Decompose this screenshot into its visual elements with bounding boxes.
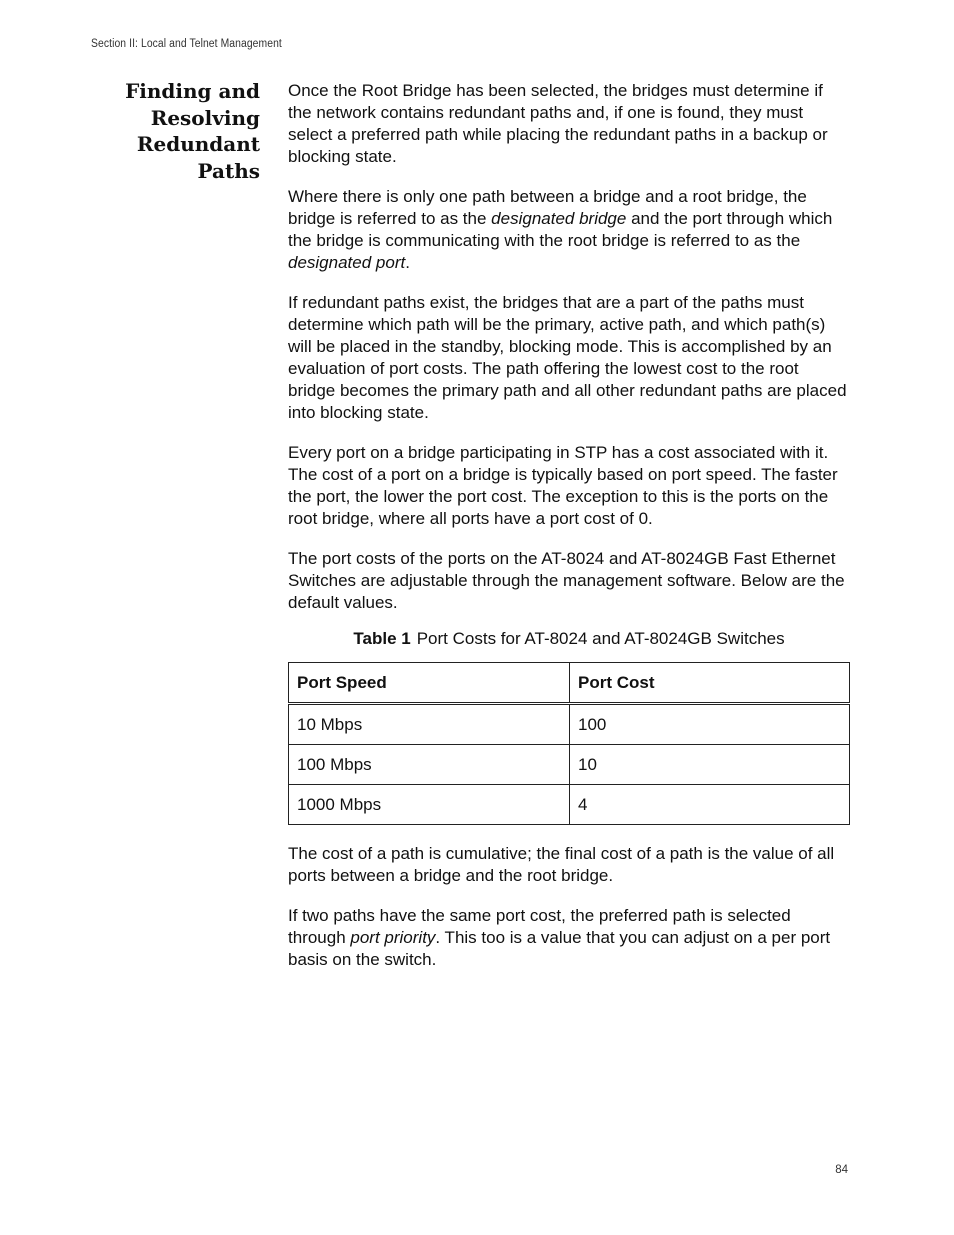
table-caption-text: Port Costs for AT-8024 and AT-8024GB Switches <box>416 629 785 648</box>
cell-port-speed: 10 Mbps <box>289 704 570 745</box>
table-row <box>289 745 850 785</box>
paragraph-cumulative-cost: The cost of a path is cumulative; the final cost of a path is the value of all ports between a bridge and the root bridge. <box>288 844 835 885</box>
section-heading <box>100 78 260 184</box>
term-port-priority: port priority <box>350 928 436 947</box>
section-heading-line: Finding and <box>125 79 260 103</box>
table-header-row <box>289 663 850 704</box>
paragraph-port-priority <box>288 905 850 971</box>
table-row <box>289 785 850 825</box>
cell-port-speed: 100 Mbps <box>289 745 570 785</box>
paragraph-text: If two paths have the same port cost, the preferred path is selected through <box>288 906 791 947</box>
cell-port-cost: 4 <box>570 785 850 825</box>
running-header: Section II: Local and Telnet Management <box>91 38 282 50</box>
cell-port-cost: 10 <box>570 745 850 785</box>
paragraph-default-values: The port costs of the ports on the AT-8024 and AT-8024GB Fast Ethernet Switches are adjustable through the management software. Below are the default values. <box>288 549 845 612</box>
table-caption-label: Table 1 <box>353 629 411 648</box>
page-number: 84 <box>835 1164 848 1176</box>
section-heading-line: Resolving <box>150 105 260 130</box>
cell-port-speed: 1000 Mbps <box>289 785 570 825</box>
paragraph-redundant-paths: If redundant paths exist, the bridges that are a part of the paths must determine which path will be the primary, active path, and which path(s) will be placed in the standby, blocking mode. This is accomplished by an evaluation of port costs. The path offering the lowest cost to the root bridge becomes the primary path and all other redundant paths are placed into blocking state. <box>288 293 847 422</box>
column-header-port-cost: Port Cost <box>570 663 850 704</box>
paragraph-root-bridge-selected: Once the Root Bridge has been selected, the bridges must determine if the network contains redundant paths and, if one is found, they must select a preferred path while placing the redundant paths in a backup or blocking state. <box>288 81 828 166</box>
paragraph-text: . This too is a value that you can adjust on a per port basis on the switch. <box>288 928 831 969</box>
cell-port-cost: 100 <box>570 704 850 745</box>
section-heading-line: Redundant <box>136 132 260 156</box>
term-designated-bridge: designated bridge <box>491 209 627 228</box>
column-header-port-speed: Port Speed <box>289 663 570 704</box>
paragraph-text: Where there is only one path between a bridge and a root bridge, the bridge is referred to as the <box>288 187 807 228</box>
paragraph-port-cost: Every port on a bridge participating in STP has a cost associated with it. The cost of a port on a bridge is typically based on port speed. The faster the port, the lower the port cost. The exception to this is the ports on the root bridge, where all ports have a port cost of 0. <box>288 443 838 528</box>
section-heading-line: Paths <box>197 158 260 183</box>
paragraph-text: . <box>405 253 410 272</box>
paragraph-text: and the port through which the bridge is communicating with the root bridge is referred to as the <box>288 209 833 250</box>
paragraph-designated-bridge <box>288 186 850 274</box>
table-caption <box>288 628 850 650</box>
body-column <box>288 80 850 989</box>
port-costs-table <box>288 662 850 825</box>
table-row <box>289 704 850 745</box>
term-designated-port: designated port <box>288 253 406 272</box>
